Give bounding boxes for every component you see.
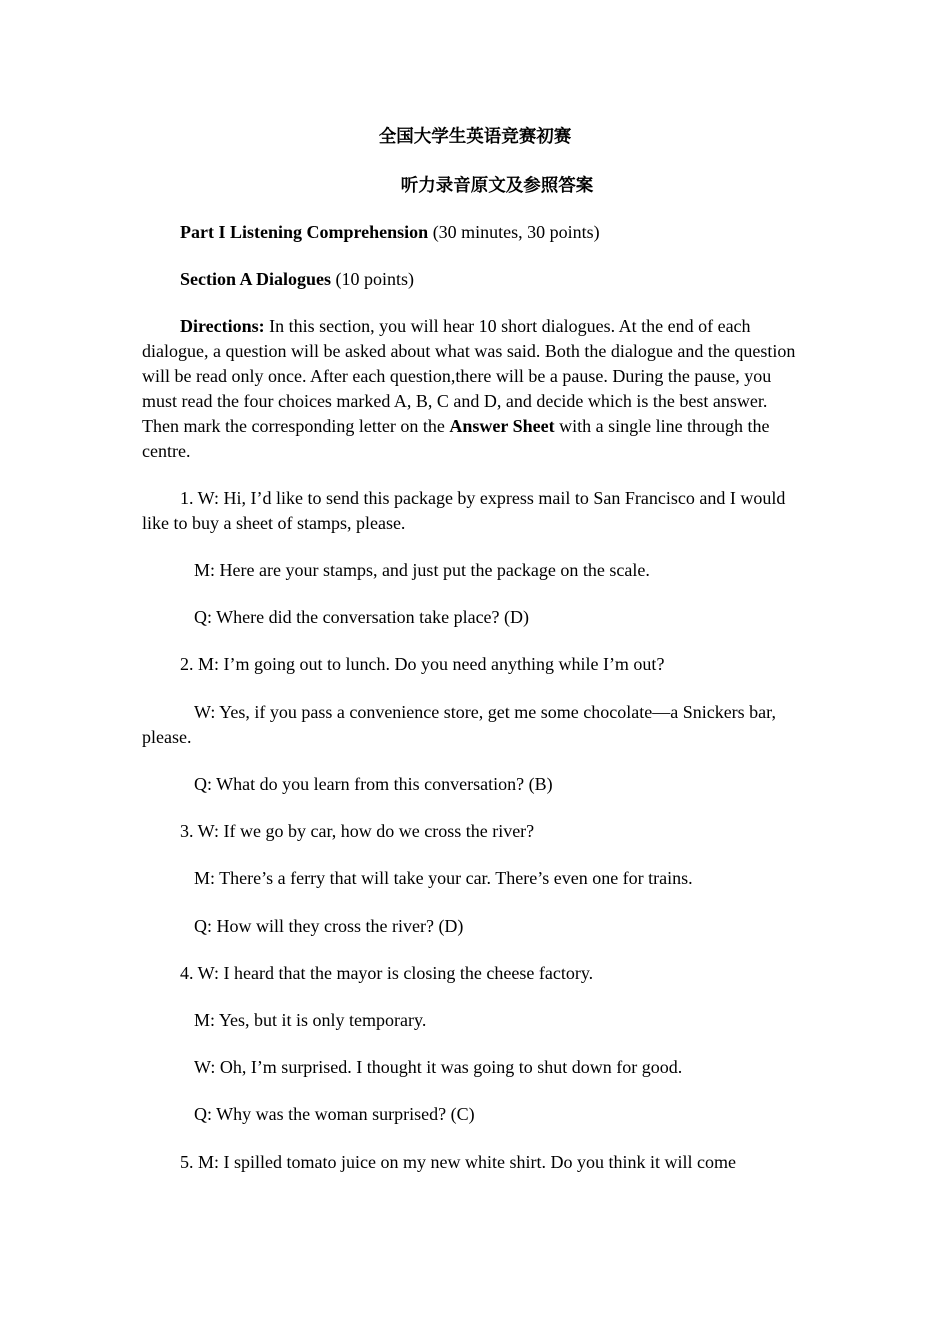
dialogue-1-man: M: Here are your stamps, and just put the package on the scale. (194, 560, 650, 580)
directions-label: Directions: (180, 316, 265, 336)
document-title: 全国大学生英语竞赛初赛 (378, 127, 572, 147)
section-heading (180, 267, 414, 292)
part-label: Part I Listening Comprehension (180, 222, 429, 242)
dialogue-4-woman-reply: W: Oh, I’m surprised. I thought it was going to shut down for good. (194, 1057, 683, 1077)
dialogue-1-question: Q: Where did the conversation take place? (D) (194, 607, 530, 627)
section-label: Section A Dialogues (180, 269, 332, 289)
dialogue-1-woman: 1. W: Hi, I’d like to send this package by express mail to San Francisco and I would like to buy a sheet of stamps, please. (142, 488, 786, 533)
dialogue-3-question: Q: How will they cross the river? (D) (194, 916, 464, 936)
part-detail: (30 minutes, 30 points) (428, 222, 600, 242)
part-heading (180, 220, 600, 245)
document-subtitle: 听力录音原文及参照答案 (400, 176, 594, 196)
directions-text-after: with a single line through the centre. (142, 416, 770, 461)
directions-text-before: In this section, you will hear 10 short dialogues. At the end of each dialogue, a question will be asked about what was said. Both the dialogue and the question will be read only once. After each question,there will be a pause. During the pause, you must read the four choices marked A, B, C and D, and decide which is the best answer. Then mark the corresponding letter on the (142, 316, 796, 436)
dialogue-4-man: M: Yes, but it is only temporary. (194, 1010, 427, 1030)
dialogue-4-woman: 4. W: I heard that the mayor is closing the cheese factory. (180, 963, 594, 983)
dialogue-3-woman: 3. W: If we go by car, how do we cross the river? (180, 821, 535, 841)
directions-paragraph (142, 314, 802, 464)
dialogue-2-woman: W: Yes, if you pass a convenience store, get me some chocolate—a Snickers bar, please. (142, 702, 776, 747)
dialogue-2-man: 2. M: I’m going out to lunch. Do you need anything while I’m out? (180, 654, 665, 674)
dialogue-3-man: M: There’s a ferry that will take your car. There’s even one for trains. (194, 868, 693, 888)
dialogue-5-man: 5. M: I spilled tomato juice on my new white shirt. Do you think it will come (180, 1152, 736, 1172)
answer-sheet-term: Answer Sheet (449, 416, 555, 436)
dialogue-4-question: Q: Why was the woman surprised? (C) (194, 1104, 475, 1124)
section-detail: (10 points) (331, 269, 415, 289)
dialogue-2-question: Q: What do you learn from this conversation? (B) (194, 774, 553, 794)
